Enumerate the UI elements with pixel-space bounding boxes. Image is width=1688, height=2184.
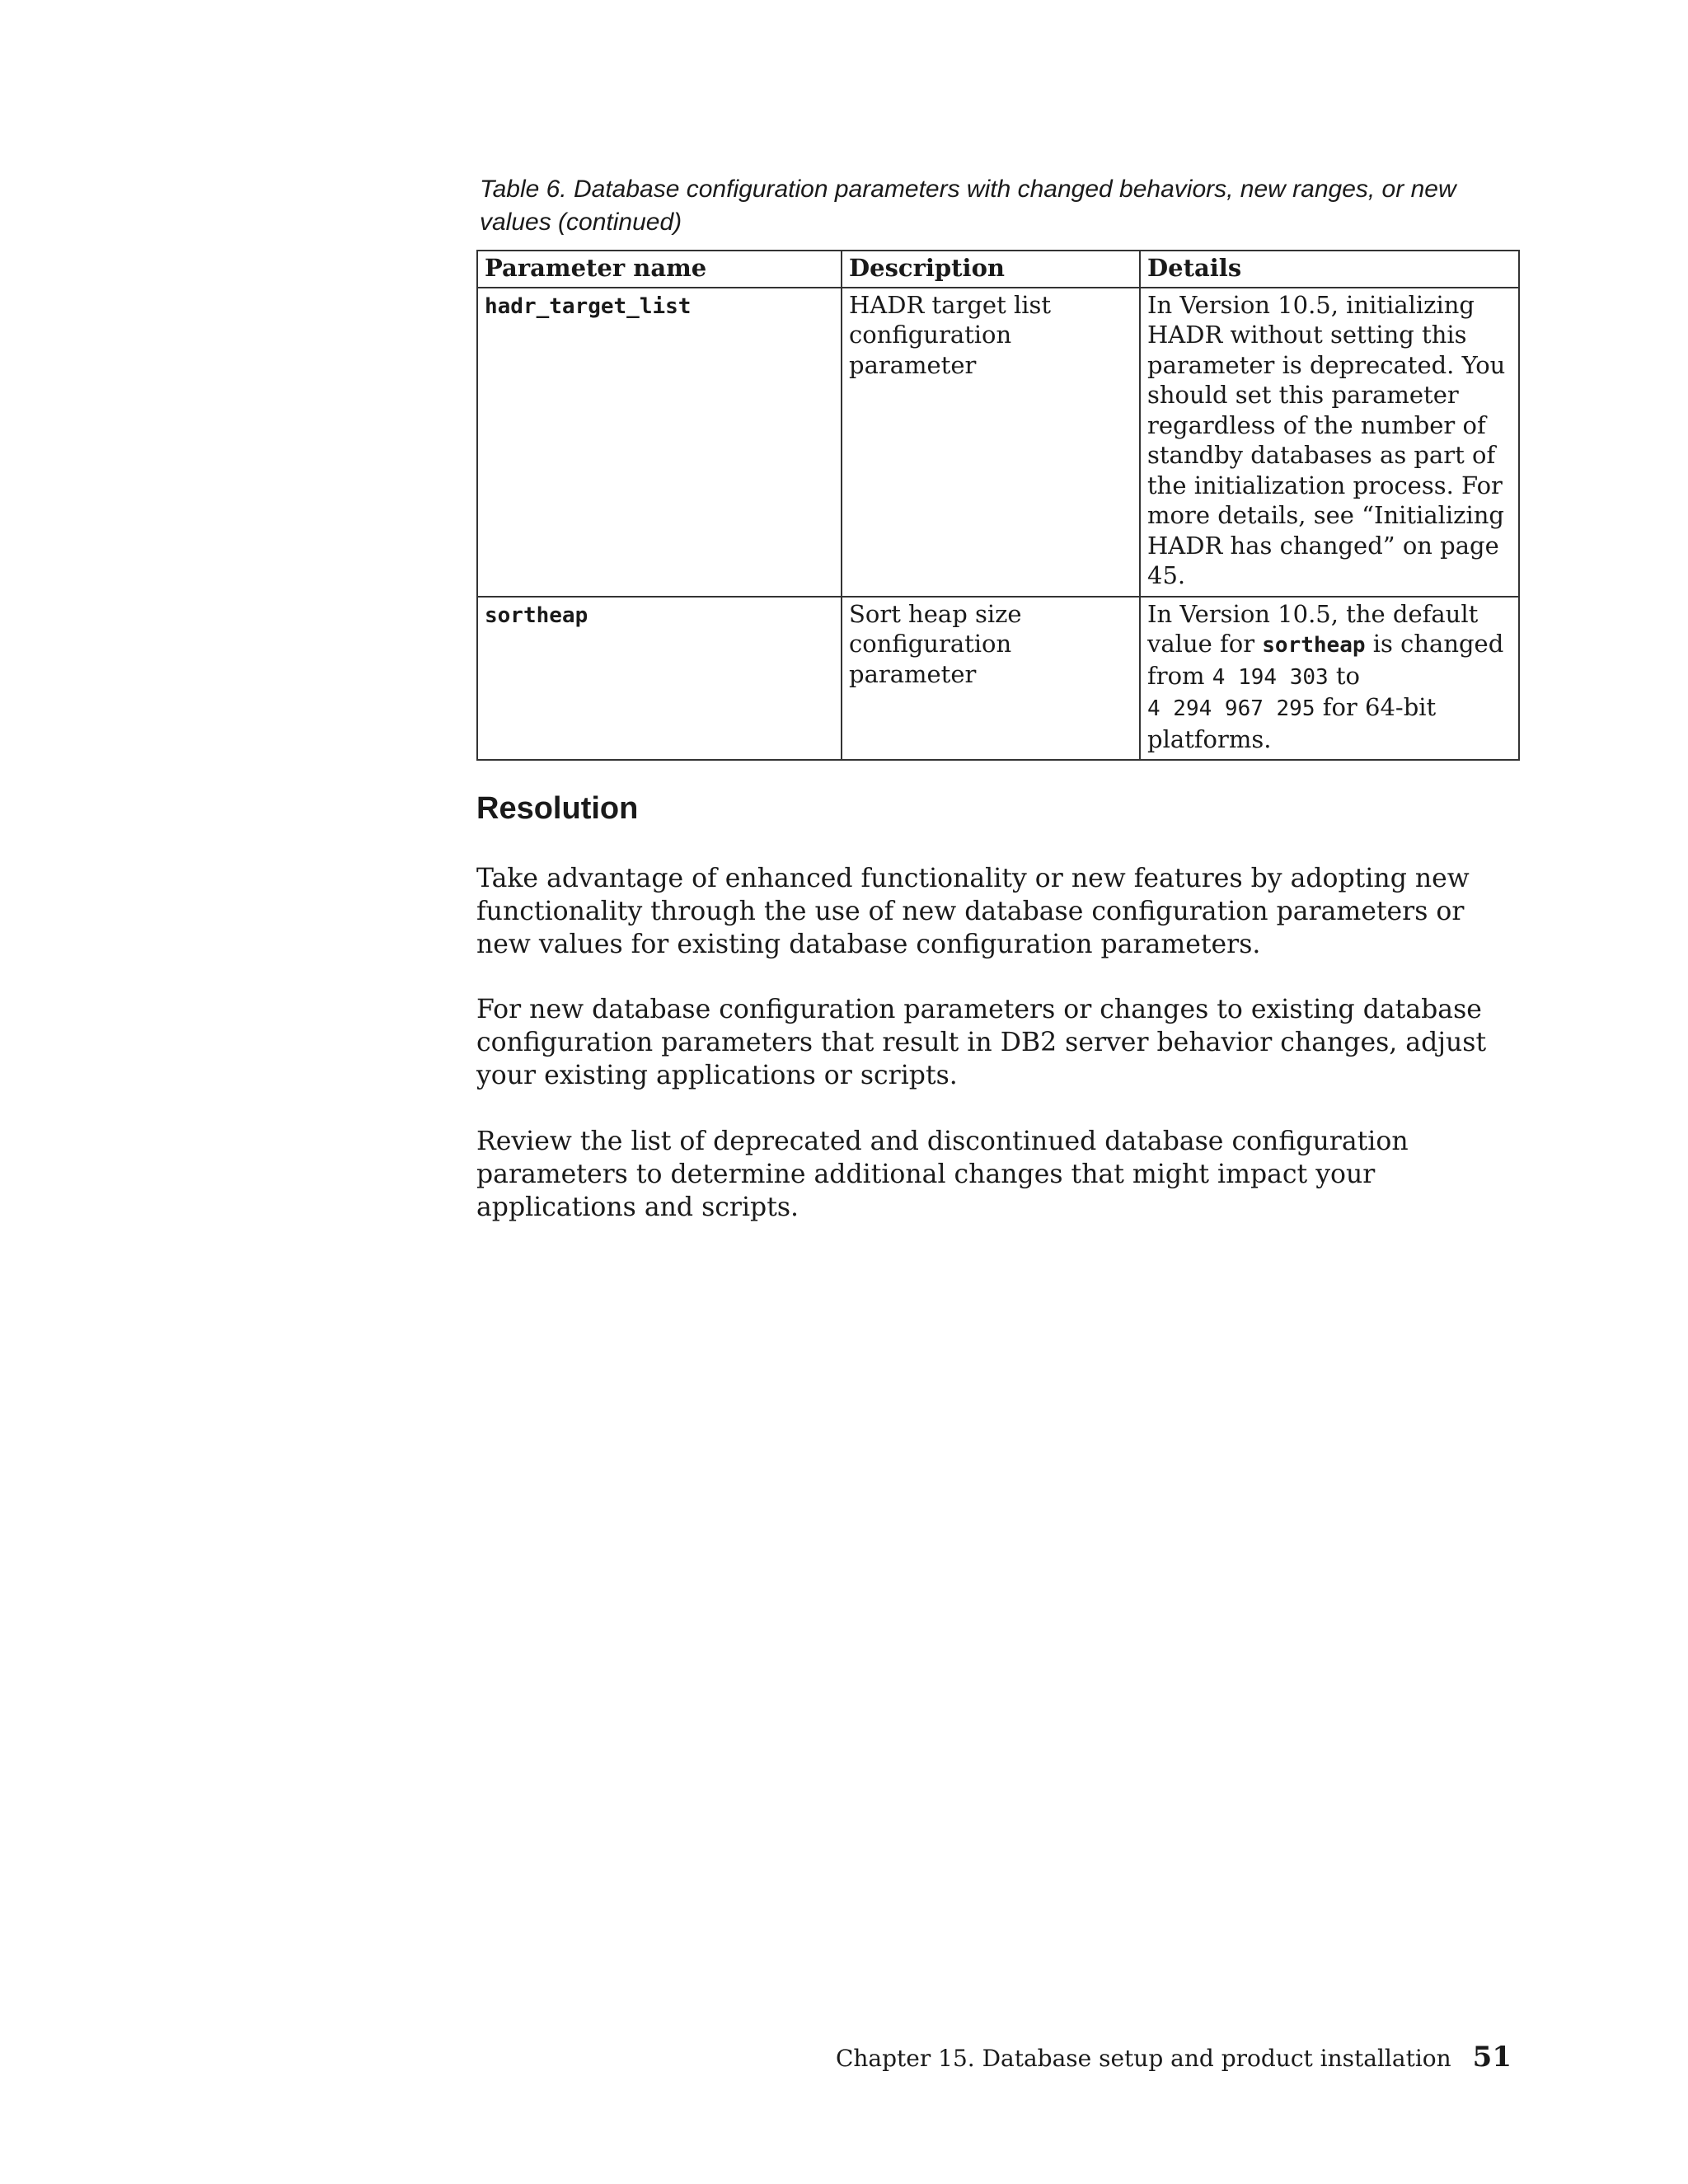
column-header-description: Description: [842, 251, 1140, 288]
parameter-name-cell: [477, 288, 842, 597]
body-paragraph: Review the list of deprecated and discontinued database configuration parameters to determine additional changes that might impact your applications and scripts.: [476, 1127, 1409, 1222]
page-footer: [836, 2042, 1512, 2074]
body-paragraph: Take advantage of enhanced functionality or new features by adopting new functionality through the use of new database configuration parameters or new values for existing database configuration parameters.: [476, 864, 1470, 959]
description-cell: Sort heap size configuration parameter: [842, 597, 1140, 761]
new-default-value: 4 294 967 295: [1147, 696, 1315, 721]
table-row: [477, 597, 1519, 761]
details-text: In Version 10.5, the default value for: [1147, 599, 1479, 658]
chapter-title: Chapter 15. Database setup and product installation: [835, 2045, 1451, 2072]
inline-parameter-name: sortheap: [1262, 633, 1366, 658]
table-header-row: [477, 251, 1519, 288]
table-row: [477, 288, 1519, 597]
parameter-name-cell: [477, 597, 842, 761]
section-title: Resolution: [476, 791, 639, 826]
page-number: 51: [1472, 2041, 1512, 2074]
parameter-name: hadr_target_list: [485, 293, 692, 319]
description-cell: HADR target list configuration parameter: [842, 288, 1140, 597]
details-cell: In Version 10.5, initializing HADR without setting this parameter is deprecated. You should set this parameter regardless of the number of standby databases as part of the initialization process. For more details, see “Initializing HADR has changed” on page 45.: [1140, 288, 1519, 597]
parameter-name: sortheap: [485, 602, 588, 628]
table-caption: Table 6. Database configuration parameters with changed behaviors, new ranges, or new values (continued): [480, 176, 1456, 236]
details-text: to: [1328, 661, 1361, 690]
old-default-value: 4 194 303: [1212, 664, 1329, 690]
details-text: for 64-bit platforms.: [1147, 693, 1437, 753]
details-text: is changed from: [1147, 630, 1504, 690]
column-header-details: Details: [1140, 251, 1519, 288]
body-paragraph: For new database configuration parameters or changes to existing database configuration parameters that result in DB2 server behavior changes, adjust your existing applications or scripts.: [476, 995, 1487, 1090]
details-cell: [1140, 597, 1519, 761]
column-header-parameter-name: Parameter name: [477, 251, 842, 288]
parameters-table: [476, 250, 1520, 761]
